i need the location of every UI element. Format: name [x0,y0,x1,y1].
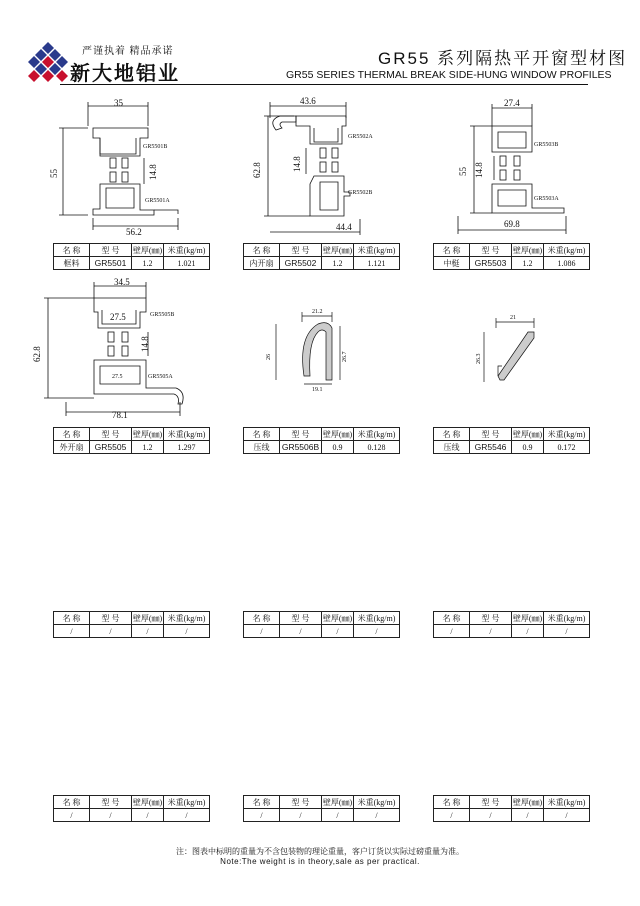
spec-table-gr5505 [53,427,210,454]
dim-bottom: 44.4 [336,222,352,232]
dim-top: 21 [510,315,516,321]
table-header-row [244,612,400,625]
company-name: 新大地铝业 [70,63,180,85]
cell-model: / [280,625,322,638]
table-header-row [244,796,400,809]
table-row [434,441,590,454]
col-weight: 米重(kg/m) [164,796,210,809]
col-thickness: 壁厚(㎜) [132,429,163,439]
col-name: 名 称 [54,612,90,625]
footnote-cn: 注：图表中标明的重量为不含包装物的理论重量，客户订货以实际过磅重量为准。 [176,847,464,856]
table-row [434,257,590,270]
dim-top: 21.2 [312,309,323,315]
col-weight: 米重(kg/m) [354,244,400,257]
part-label-a: GR5505A [148,374,173,380]
profile-drawing-gr5502 [240,94,390,236]
table-header-row [434,428,590,441]
spec-table-blank [53,795,210,822]
cell-model: GR5503 [470,257,512,270]
table-header-row [434,244,590,257]
company-logo-icon [28,40,68,82]
col-thickness: 壁厚(㎜) [512,245,543,255]
table-header-row [434,796,590,809]
cell-model: GR5505 [90,441,132,454]
col-model: 型 号 [280,612,322,625]
spec-table-gr5502 [243,243,400,270]
company-slogan: 严谨执着 精品承诺 [82,46,174,57]
col-weight: 米重(kg/m) [354,796,400,809]
cell-model: / [90,809,132,822]
spec-table-blank [243,611,400,638]
col-weight: 米重(kg/m) [544,796,590,809]
col-thickness: 壁厚(㎜) [512,429,543,439]
col-name: 名 称 [54,244,90,257]
cell-weight: / [544,809,590,822]
table-header-row [54,796,210,809]
dim-height: 55 [49,169,59,178]
col-thickness: 壁厚(㎜) [512,797,543,807]
cell-thickness: 1.2 [132,441,164,454]
cell-model: / [470,625,512,638]
col-name: 名 称 [244,796,280,809]
table-row [54,625,210,638]
cell-name: 框料 [54,257,90,270]
cell-weight: 1.021 [164,257,210,270]
dim-bottom: 19.1 [312,387,323,393]
footnote-en: Note:The weight is in theory,sale as per practical. [220,857,420,866]
part-label-b: GR5503B [534,142,559,148]
table-row [54,441,210,454]
dim-top: 34.5 [114,277,130,287]
col-thickness: 壁厚(㎜) [322,429,353,439]
col-thickness: 壁厚(㎜) [322,245,353,255]
dim-break: 14.8 [148,164,158,180]
table-row [54,257,210,270]
cell-thickness: / [132,809,164,822]
cell-name: / [54,809,90,822]
col-name: 名 称 [244,428,280,441]
cell-weight: 1.297 [164,441,210,454]
cell-name: / [54,625,90,638]
cell-weight: 1.086 [544,257,590,270]
dim-bottom: 56.2 [126,227,142,236]
dim-left: 26 [266,354,272,360]
part-label-b: GR5505B [150,312,175,318]
table-row [244,809,400,822]
col-model: 型 号 [90,796,132,809]
cell-thickness: / [322,809,354,822]
dim-inner-bottom: 27.5 [112,374,123,380]
dim-bottom: 69.8 [504,219,520,229]
col-model: 型 号 [280,244,322,257]
col-model: 型 号 [280,796,322,809]
cell-name: / [244,809,280,822]
col-name: 名 称 [434,428,470,441]
cell-name: / [434,625,470,638]
col-thickness: 壁厚(㎜) [322,797,353,807]
spec-table-blank [433,795,590,822]
cell-weight: / [164,625,210,638]
cell-model: GR5502 [280,257,322,270]
spec-table-blank [433,611,590,638]
part-label-b: GR5501B [143,144,168,150]
col-name: 名 称 [54,796,90,809]
col-weight: 米重(kg/m) [544,612,590,625]
profile-drawing-gr5505 [30,274,200,420]
table-row [434,809,590,822]
col-model: 型 号 [90,244,132,257]
table-row [434,625,590,638]
col-weight: 米重(kg/m) [544,244,590,257]
col-name: 名 称 [54,428,90,441]
col-name: 名 称 [244,244,280,257]
col-weight: 米重(kg/m) [544,428,590,441]
col-weight: 米重(kg/m) [164,244,210,257]
cell-thickness: 1.2 [322,257,354,270]
col-model: 型 号 [470,428,512,441]
cell-name: 压线 [434,441,470,454]
dim-height: 55 [458,167,468,176]
cell-weight: 0.128 [354,441,400,454]
cell-model: GR5506B [280,441,322,454]
table-row [244,441,400,454]
spec-table-blank [53,611,210,638]
col-thickness: 壁厚(㎜) [132,245,163,255]
cell-name: 中梃 [434,257,470,270]
cell-model: / [470,809,512,822]
cell-thickness: / [132,625,164,638]
col-thickness: 壁厚(㎜) [322,613,353,623]
cell-model: GR5546 [470,441,512,454]
cell-name: 外开扇 [54,441,90,454]
profile-drawing-gr5546 [462,304,562,394]
cell-thickness: 0.9 [512,441,544,454]
cell-weight: / [354,625,400,638]
table-row [54,809,210,822]
profile-drawing-gr5506b [262,300,362,400]
cell-thickness: / [512,625,544,638]
cell-thickness: 1.2 [132,257,164,270]
col-name: 名 称 [434,244,470,257]
part-label-a: GR5501A [145,198,170,204]
dim-top: 35 [114,98,123,108]
page-title-cn: GR55 系列隔热平开窗型材图 [378,49,628,68]
dim-height: 62.8 [32,346,42,362]
col-weight: 米重(kg/m) [164,612,210,625]
dim-break: 14.8 [474,162,484,178]
cell-thickness: 0.9 [322,441,354,454]
cell-model: / [280,809,322,822]
cell-thickness: / [322,625,354,638]
dim-bottom: 78.1 [112,410,128,420]
col-model: 型 号 [90,612,132,625]
col-model: 型 号 [470,612,512,625]
dim-height: 62.8 [252,162,262,178]
cell-name: 内开扇 [244,257,280,270]
table-header-row [54,244,210,257]
dim-break: 14.8 [140,336,150,352]
col-thickness: 壁厚(㎜) [132,797,163,807]
part-label-b: GR5502B [348,190,373,196]
cell-weight: 1.121 [354,257,400,270]
dim-right: 26.7 [342,351,348,362]
col-model: 型 号 [470,796,512,809]
col-weight: 米重(kg/m) [354,612,400,625]
col-name: 名 称 [434,796,470,809]
dim-break: 14.8 [292,156,302,172]
dim-top: 27.4 [504,98,520,108]
cell-model: GR5501 [90,257,132,270]
col-thickness: 壁厚(㎜) [132,613,163,623]
page-title-en: GR55 SERIES THERMAL BREAK SIDE-HUNG WINDOW PROFILES [286,69,612,81]
cell-name: / [244,625,280,638]
spec-table-gr5503 [433,243,590,270]
cell-thickness: / [512,809,544,822]
profile-drawing-gr5503 [436,96,586,236]
col-name: 名 称 [434,612,470,625]
table-header-row [434,612,590,625]
spec-table-gr5506b [243,427,400,454]
table-header-row [54,612,210,625]
col-model: 型 号 [470,244,512,257]
dim-left: 26.3 [476,353,482,364]
dim-inner-top: 27.5 [110,312,126,322]
header-divider [60,84,588,85]
cell-weight: / [544,625,590,638]
table-row [244,625,400,638]
spec-table-blank [243,795,400,822]
cell-weight: / [164,809,210,822]
col-name: 名 称 [244,612,280,625]
cell-weight: / [354,809,400,822]
table-header-row [244,244,400,257]
table-header-row [54,428,210,441]
col-thickness: 壁厚(㎜) [512,613,543,623]
part-label-a: GR5502A [348,134,373,140]
cell-weight: 0.172 [544,441,590,454]
spec-table-gr5546 [433,427,590,454]
cell-name: / [434,809,470,822]
col-weight: 米重(kg/m) [164,428,210,441]
table-header-row [244,428,400,441]
table-row [244,257,400,270]
col-model: 型 号 [280,428,322,441]
cell-name: 压线 [244,441,280,454]
part-label-a: GR5503A [534,196,559,202]
col-weight: 米重(kg/m) [354,428,400,441]
dim-top: 43.6 [300,96,316,106]
cell-thickness: 1.2 [512,257,544,270]
profile-drawing-gr5501 [48,96,188,236]
spec-table-gr5501 [53,243,210,270]
col-model: 型 号 [90,428,132,441]
cell-model: / [90,625,132,638]
